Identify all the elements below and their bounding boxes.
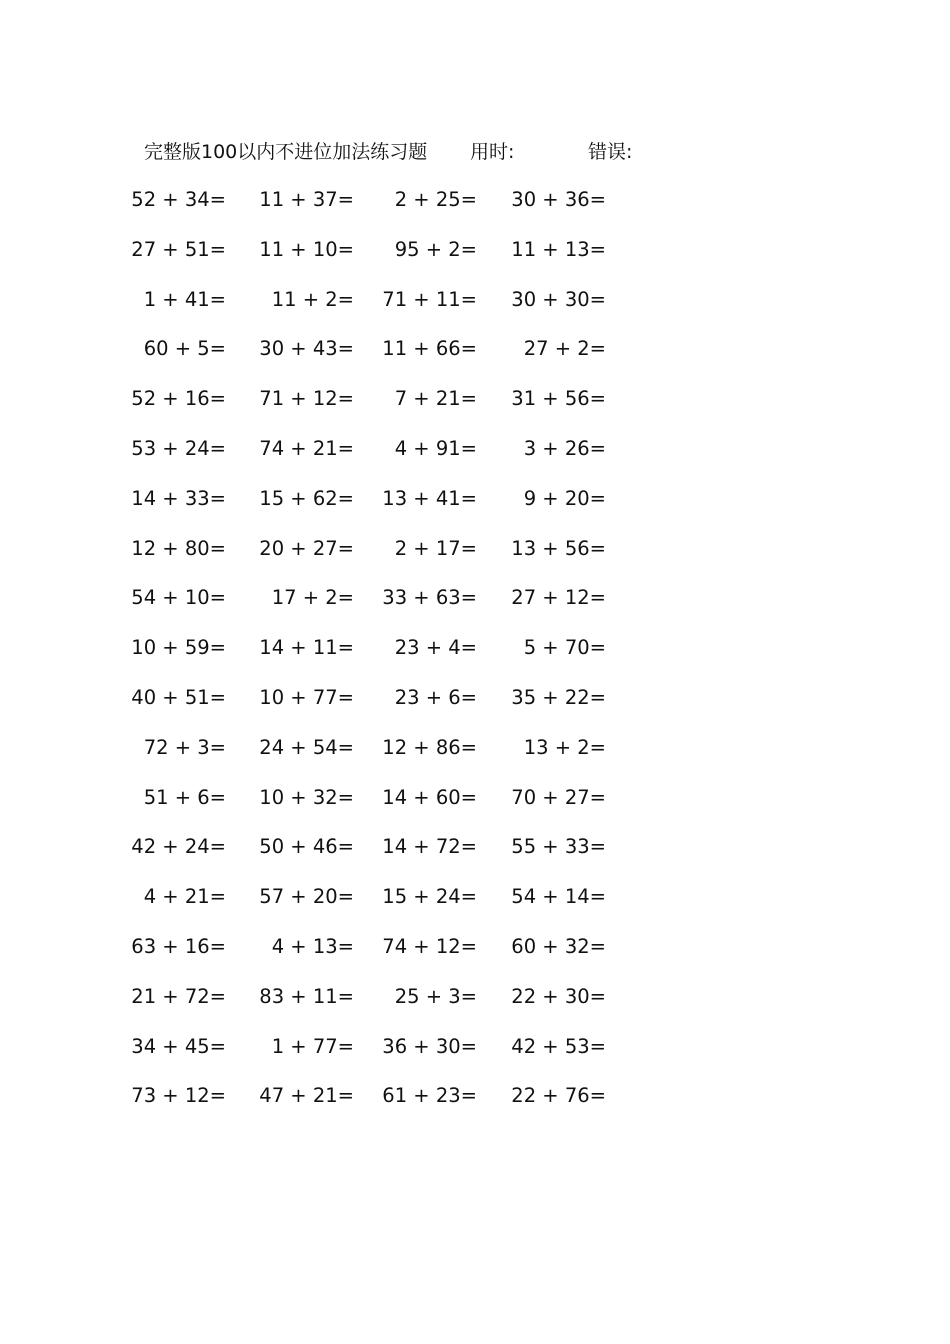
- problem-item: 33 + 63=: [382, 586, 477, 610]
- problem-item: 5 + 70=: [523, 636, 606, 660]
- problem-item: 15 + 24=: [382, 885, 477, 909]
- problem-item: 71 + 12=: [259, 387, 354, 411]
- problem-item: 27 + 51=: [131, 237, 226, 261]
- problem-item: 34 + 45=: [131, 1034, 226, 1058]
- problem-item: 14 + 72=: [382, 835, 477, 859]
- problem-item: 73 + 12=: [131, 1084, 226, 1108]
- problem-item: 4 + 13=: [271, 935, 354, 958]
- problem-item: 35 + 22=: [511, 686, 606, 709]
- problem-item: 71 + 11=: [382, 287, 477, 311]
- problem-item: 72 + 3=: [143, 735, 226, 759]
- problem-item: 63 + 16=: [131, 935, 226, 958]
- problem-item: 40 + 51=: [131, 686, 226, 709]
- problem-item: 30 + 43=: [259, 337, 354, 361]
- problem-item: 74 + 12=: [382, 935, 477, 958]
- problem-item: 42 + 53=: [511, 1034, 606, 1058]
- problem-item: 61 + 23=: [382, 1084, 477, 1108]
- problem-item: 4 + 91=: [394, 437, 477, 460]
- problem-item: 11 + 2=: [271, 287, 354, 311]
- problem-item: 25 + 3=: [394, 984, 477, 1008]
- problem-item: 22 + 76=: [511, 1084, 606, 1108]
- problem-item: 11 + 66=: [382, 337, 477, 361]
- problem-item: 13 + 56=: [511, 536, 606, 560]
- problem-item: 27 + 12=: [511, 586, 606, 610]
- problem-item: 11 + 37=: [259, 188, 354, 211]
- problem-item: 23 + 6=: [394, 686, 477, 709]
- problem-item: 14 + 33=: [131, 486, 226, 510]
- problem-item: 13 + 2=: [523, 735, 606, 759]
- problem-item: 1 + 77=: [271, 1034, 354, 1058]
- problem-item: 57 + 20=: [259, 885, 354, 909]
- problem-item: 15 + 62=: [259, 486, 354, 510]
- problem-item: 10 + 59=: [131, 636, 226, 660]
- problem-item: 42 + 24=: [131, 835, 226, 859]
- worksheet-title: 完整版100以内不进位加法练习题: [144, 141, 428, 163]
- problem-item: 30 + 30=: [511, 287, 606, 311]
- problem-item: 4 + 21=: [143, 885, 226, 909]
- problem-item: 50 + 46=: [259, 835, 354, 859]
- problem-item: 70 + 27=: [511, 785, 606, 809]
- problem-item: 14 + 60=: [382, 785, 477, 809]
- problem-item: 60 + 5=: [143, 337, 226, 361]
- problem-item: 10 + 77=: [259, 686, 354, 709]
- problem-item: 22 + 30=: [511, 984, 606, 1008]
- problem-item: 23 + 4=: [394, 636, 477, 660]
- problem-item: 11 + 10=: [259, 237, 354, 261]
- errors-label: 错误:: [588, 141, 633, 163]
- problem-item: 7 + 21=: [394, 387, 477, 411]
- problem-item: 10 + 32=: [259, 785, 354, 809]
- problem-item: 95 + 2=: [394, 237, 477, 261]
- problem-item: 53 + 24=: [131, 437, 226, 460]
- problem-item: 55 + 33=: [511, 835, 606, 859]
- problem-item: 47 + 21=: [259, 1084, 354, 1108]
- problem-item: 2 + 25=: [394, 188, 477, 211]
- problem-item: 60 + 32=: [511, 935, 606, 958]
- problem-item: 13 + 41=: [382, 486, 477, 510]
- problem-item: 30 + 36=: [511, 188, 606, 211]
- problem-item: 17 + 2=: [271, 586, 354, 610]
- problem-item: 52 + 34=: [131, 188, 226, 211]
- problem-item: 14 + 11=: [259, 636, 354, 660]
- problem-item: 51 + 6=: [143, 785, 226, 809]
- problem-item: 54 + 10=: [131, 586, 226, 610]
- problem-item: 11 + 13=: [511, 237, 606, 261]
- problem-item: 24 + 54=: [259, 735, 354, 759]
- problem-item: 12 + 80=: [131, 536, 226, 560]
- problem-item: 27 + 2=: [523, 337, 606, 361]
- problem-item: 1 + 41=: [143, 287, 226, 311]
- problem-item: 31 + 56=: [511, 387, 606, 411]
- problem-item: 36 + 30=: [382, 1034, 477, 1058]
- problem-item: 2 + 17=: [394, 536, 477, 560]
- problem-item: 3 + 26=: [523, 437, 606, 460]
- problem-item: 83 + 11=: [259, 984, 354, 1008]
- problem-item: 21 + 72=: [131, 984, 226, 1008]
- problem-item: 54 + 14=: [511, 885, 606, 909]
- problem-item: 74 + 21=: [259, 437, 354, 460]
- problem-item: 12 + 86=: [382, 735, 477, 759]
- problem-item: 9 + 20=: [523, 486, 606, 510]
- problem-item: 52 + 16=: [131, 387, 226, 411]
- time-used-label: 用时:: [470, 141, 515, 163]
- problem-item: 20 + 27=: [259, 536, 354, 560]
